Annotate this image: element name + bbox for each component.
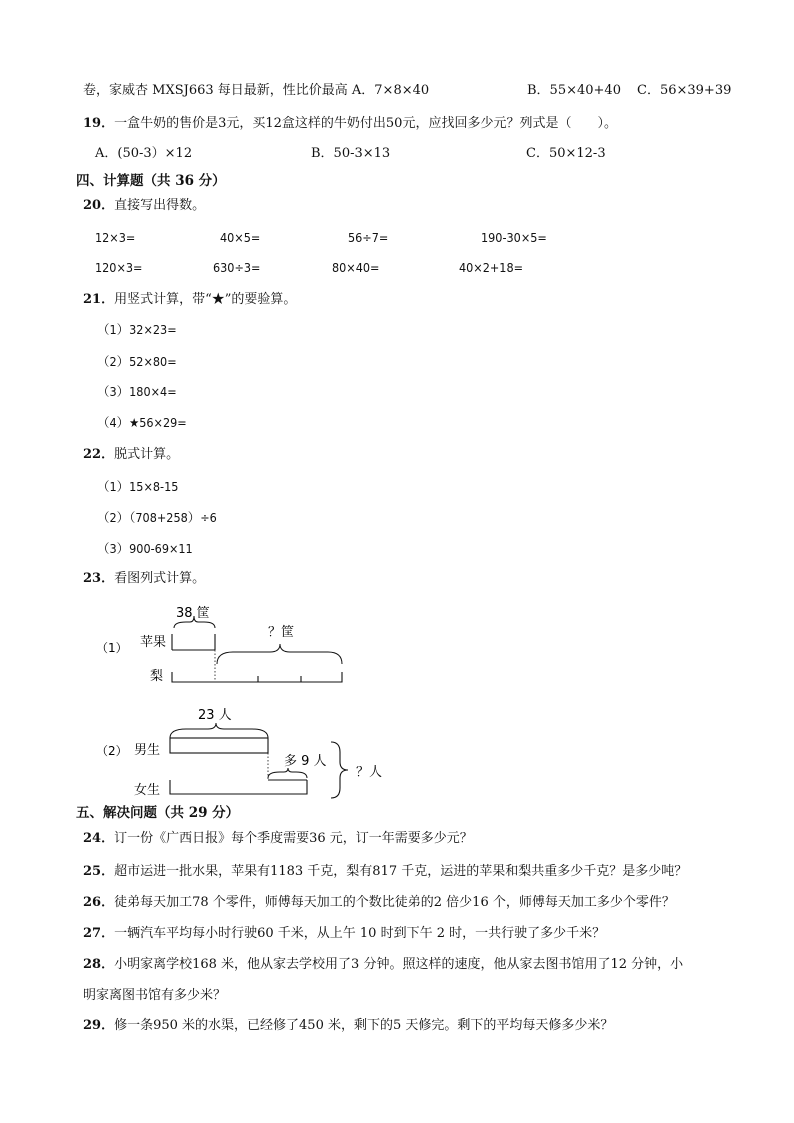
fig2-23-label: 23 人	[198, 708, 232, 723]
q20-r1-c3: 56÷7=	[348, 230, 389, 245]
fig2-more-label: 多 9 人	[284, 754, 327, 769]
q20-question	[83, 198, 205, 214]
q19-number: 19．	[83, 116, 115, 131]
q24-question	[83, 831, 473, 847]
q23-number: 23．	[83, 571, 115, 586]
q29-number: 29．	[83, 1018, 115, 1033]
fig1-38-label: 38 筐	[176, 606, 210, 621]
q19-option-c: C．50×12-3	[526, 146, 606, 161]
q22-item-3: （3）900-69×11	[97, 541, 193, 556]
fig2-boys-label: 男生	[134, 743, 161, 758]
q27-question	[83, 926, 605, 942]
q26-text: 徒弟每天加工78 个零件，师傅每天加工的个数比徒弟的2 倍少16 个，师傅每天加工多少个零件？	[114, 895, 675, 910]
q21-item-1: （1）32×23=	[97, 322, 177, 337]
q29-text: 修一条950 米的水渠，已经修了450 米，剩下的5 天修完。剩下的平均每天修多少米？	[114, 1018, 614, 1033]
q20-r2-c3: 80×40=	[332, 260, 380, 275]
q26-number: 26．	[83, 895, 115, 910]
fig2-girls-bar	[170, 780, 307, 794]
q19-option-b: B．50-3×13	[311, 146, 391, 161]
fig1-apple-label: 苹果	[140, 635, 167, 650]
q20-r2-c1: 120×3=	[95, 260, 143, 275]
q22-item-2: （2）（708+258）÷6	[97, 510, 217, 525]
q23-figure-1	[90, 600, 350, 695]
fig2-total-brace	[331, 742, 348, 798]
q20-r1-c2: 40×5=	[220, 230, 261, 245]
fig1-pear-bar	[172, 672, 342, 682]
q28-number: 28．	[83, 957, 115, 972]
fig1-unknown-label: ？筐	[268, 625, 295, 640]
q22-item-1: （1）15×8-15	[97, 479, 179, 494]
q20-r2-c4: 40×2+18=	[459, 260, 524, 275]
fig1-pear-label: 梨	[150, 669, 164, 684]
q21-number: 21．	[83, 292, 115, 307]
q28-text-line1: 小明家离学校168 米，他从家去学校用了3 分钟。照这样的速度，他从家去图书馆用了12 分钟，小	[114, 957, 684, 972]
q23-question	[83, 571, 205, 587]
q20-number: 20．	[83, 198, 115, 213]
q25-text: 超市运进一批水果，苹果有1183 千克，梨有817 千克，运进的苹果和梨共重多少千克？是多少吨？	[114, 864, 688, 879]
q18-option-b: B．55×40+40	[527, 83, 621, 98]
q27-text: 一辆汽车平均每小时行驶60 千米，从上午 10 时到下午 2 时，一共行驶了多少千米？	[114, 926, 606, 941]
q19-option-a: A．(50-3）×12	[95, 146, 193, 161]
q20-r1-c4: 190-30×5=	[481, 230, 547, 245]
q25-question	[83, 864, 687, 880]
q21-item-2: （2）52×80=	[97, 354, 177, 369]
q20-text: 直接写出得数。	[114, 198, 206, 213]
q29-question	[83, 1018, 613, 1034]
q21-question	[83, 292, 296, 308]
fig2-more-brace	[268, 768, 307, 778]
fig1-apple-bar	[172, 634, 215, 650]
q20-r2-c2: 630÷3=	[213, 260, 261, 275]
q24-text: 订一份《广西日报》每个季度需要36 元，订一年需要多少元？	[114, 831, 473, 846]
q21-item-4: （4）★56×29=	[97, 415, 187, 430]
q24-number: 24．	[83, 831, 115, 846]
section-4-title: 四、计算题（共 36 分）	[76, 173, 226, 189]
q25-number: 25．	[83, 864, 115, 879]
fig2-unknown-label: ？人	[356, 765, 383, 780]
q18-tail-text: 卷，家威杏 MXSJ663 每日最新，性比价最高 A．7×8×40	[83, 83, 430, 98]
q22-text: 脱式计算。	[114, 447, 180, 462]
q22-number: 22．	[83, 447, 115, 462]
fig2-label: （2）	[96, 744, 128, 758]
q23-figure-2	[90, 698, 400, 800]
q18-option-c: C．56×39+39	[637, 83, 732, 98]
fig2-boys-bar	[170, 738, 268, 753]
q22-question	[83, 447, 179, 463]
q28-question	[83, 957, 683, 973]
fig2-top-brace	[170, 723, 268, 738]
fig1-label: （1）	[96, 641, 128, 655]
q23-text: 看图列式计算。	[114, 571, 206, 586]
section-5-title: 五、解决问题（共 29 分）	[76, 805, 240, 821]
q27-number: 27．	[83, 926, 115, 941]
q28-question-line2: 明家离图书馆有多少米？	[83, 988, 227, 1003]
fig2-girls-label: 女生	[134, 783, 161, 798]
fig1-unknown-brace	[217, 644, 342, 664]
q21-text: 用竖式计算，带“★”的要验算。	[114, 292, 297, 307]
q26-question	[83, 895, 675, 911]
q21-item-3: （3）180×4=	[97, 384, 177, 399]
q19-question	[83, 116, 617, 132]
q20-r1-c1: 12×3=	[95, 230, 136, 245]
q19-text: 一盒牛奶的售价是3元，买12盒这样的牛奶付出50元，应找回多少元？列式是（ ）。	[114, 116, 617, 131]
